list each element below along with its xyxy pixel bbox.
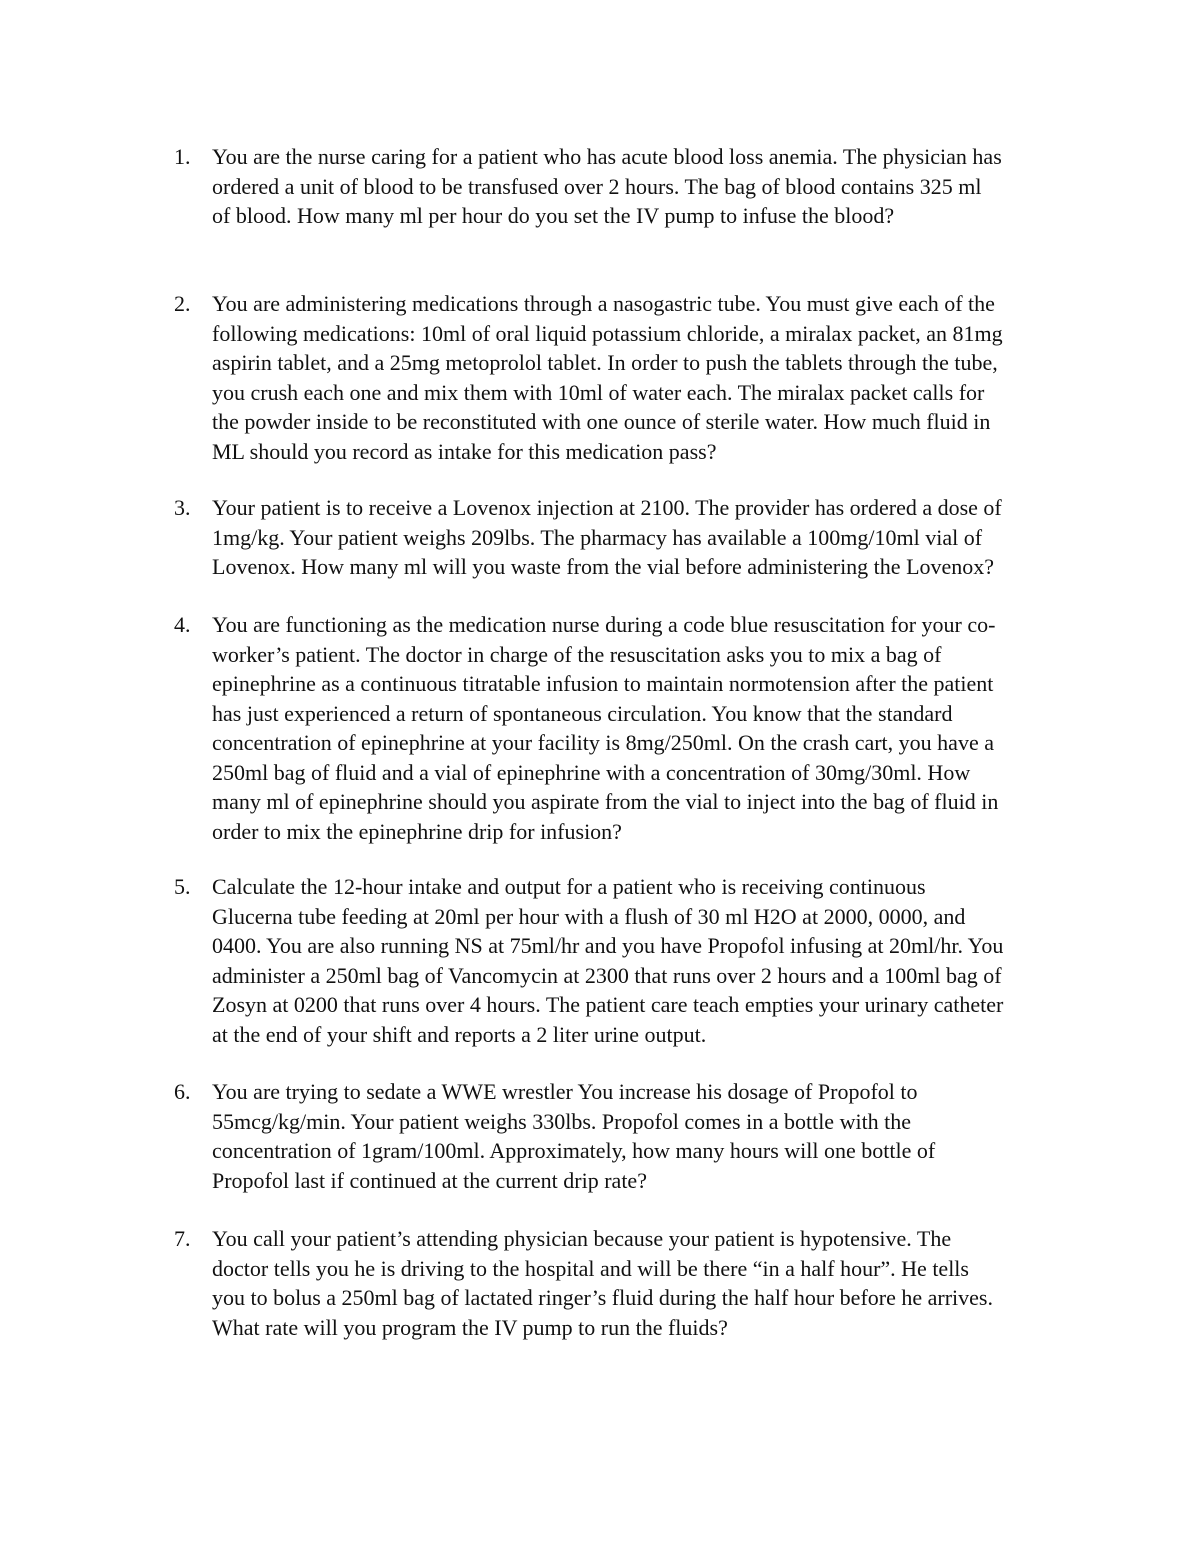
question-line: Propofol last if continued at the current drip rate?	[212, 1167, 647, 1193]
question-text	[212, 610, 1072, 846]
question-text	[212, 142, 1072, 231]
question-line: You are trying to sedate a WWE wrestler You increase his dosage of Propofol to	[212, 1079, 918, 1104]
question-number: 5.	[174, 874, 191, 899]
question-line: Calculate the 12-hour intake and output for a patient who is receiving continuous	[212, 874, 926, 899]
question-line: Your patient is to receive a Lovenox injection at 2100. The provider has ordered a dose of	[212, 495, 1002, 520]
question-line: following medications: 10ml of oral liquid potassium chloride, a miralax packet, an 81mg	[212, 320, 1003, 346]
question-text	[212, 493, 1072, 582]
question-number: 7.	[174, 1226, 191, 1251]
question-line: doctor tells you he is driving to the hospital and will be there “in a half hour”. He tells	[212, 1255, 969, 1281]
question-text	[212, 289, 1072, 466]
question-line: at the end of your shift and reports a 2 liter urine output.	[212, 1021, 707, 1047]
question-line: What rate will you program the IV pump to run the fluids?	[212, 1314, 728, 1340]
question-line: many ml of epinephrine should you aspirate from the vial to inject into the bag of fluid in	[212, 789, 999, 814]
question-line: the powder inside to be reconstituted with one ounce of sterile water. How much fluid in	[212, 409, 991, 434]
question-line: you crush each one and mix them with 10ml of water each. The miralax packet calls for	[212, 379, 985, 405]
question-line: You are functioning as the medication nurse during a code blue resuscitation for your co-	[212, 612, 996, 637]
question-line: aspirin tablet, and a 25mg metoprolol tablet. In order to push the tablets through the tube,	[212, 350, 998, 375]
question-text	[212, 1077, 1072, 1195]
question-line: epinephrine as a continuous titratable infusion to maintain normotension after the patient	[212, 671, 994, 696]
question-text	[212, 1224, 1072, 1342]
question-number: 6.	[174, 1079, 191, 1104]
question-line: ML should you record as intake for this medication pass?	[212, 438, 717, 464]
question-number: 1.	[174, 144, 191, 169]
question-number: 4.	[174, 612, 191, 637]
question-line: concentration of 1gram/100ml. Approximately, how many hours will one bottle of	[212, 1138, 936, 1163]
question-text	[212, 872, 1072, 1049]
question-line: worker’s patient. The doctor in charge of the resuscitation asks you to mix a bag of	[212, 641, 942, 667]
question-line: 250ml bag of fluid and a vial of epinephrine with a concentration of 30mg/30ml. How	[212, 759, 971, 785]
question-line: 0400. You are also running NS at 75ml/hr and you have Propofol infusing at 20ml/hr. You	[212, 933, 1004, 958]
question-line: Lovenox. How many ml will you waste from the vial before administering the Lovenox?	[212, 554, 995, 579]
question-number: 3.	[174, 495, 191, 520]
question-line: You are administering medications through a nasogastric tube. You must give each of the	[212, 291, 995, 316]
question-number: 2.	[174, 291, 191, 316]
question-line: of blood. How many ml per hour do you set the IV pump to infuse the blood?	[212, 203, 895, 228]
question-line: concentration of epinephrine at your facility is 8mg/250ml. On the crash cart, you have a	[212, 730, 994, 755]
question-line: has just experienced a return of spontaneous circulation. You know that the standard	[212, 700, 953, 726]
question-line: administer a 250ml bag of Vancomycin at 2300 that runs over 2 hours and a 100ml bag of	[212, 962, 1002, 988]
question-line: you to bolus a 250ml bag of lactated ringer’s fluid during the half hour before he arrives.	[212, 1285, 993, 1310]
question-line: 55mcg/kg/min. Your patient weighs 330lbs. Propofol comes in a bottle with the	[212, 1108, 912, 1134]
question-line: Zosyn at 0200 that runs over 4 hours. The patient care teach empties your urinary catheter	[212, 992, 1004, 1017]
question-line: You are the nurse caring for a patient who has acute blood loss anemia. The physician has	[212, 144, 1002, 169]
question-line: You call your patient’s attending physician because your patient is hypotensive. The	[212, 1226, 952, 1251]
question-line: ordered a unit of blood to be transfused over 2 hours. The bag of blood contains 325 ml	[212, 173, 982, 199]
question-line: order to mix the epinephrine drip for infusion?	[212, 818, 622, 844]
question-line: 1mg/kg. Your patient weighs 209lbs. The pharmacy has available a 100mg/10ml vial of	[212, 524, 983, 550]
question-line: Glucerna tube feeding at 20ml per hour with a flush of 30 ml H2O at 2000, 0000, and	[212, 903, 966, 929]
